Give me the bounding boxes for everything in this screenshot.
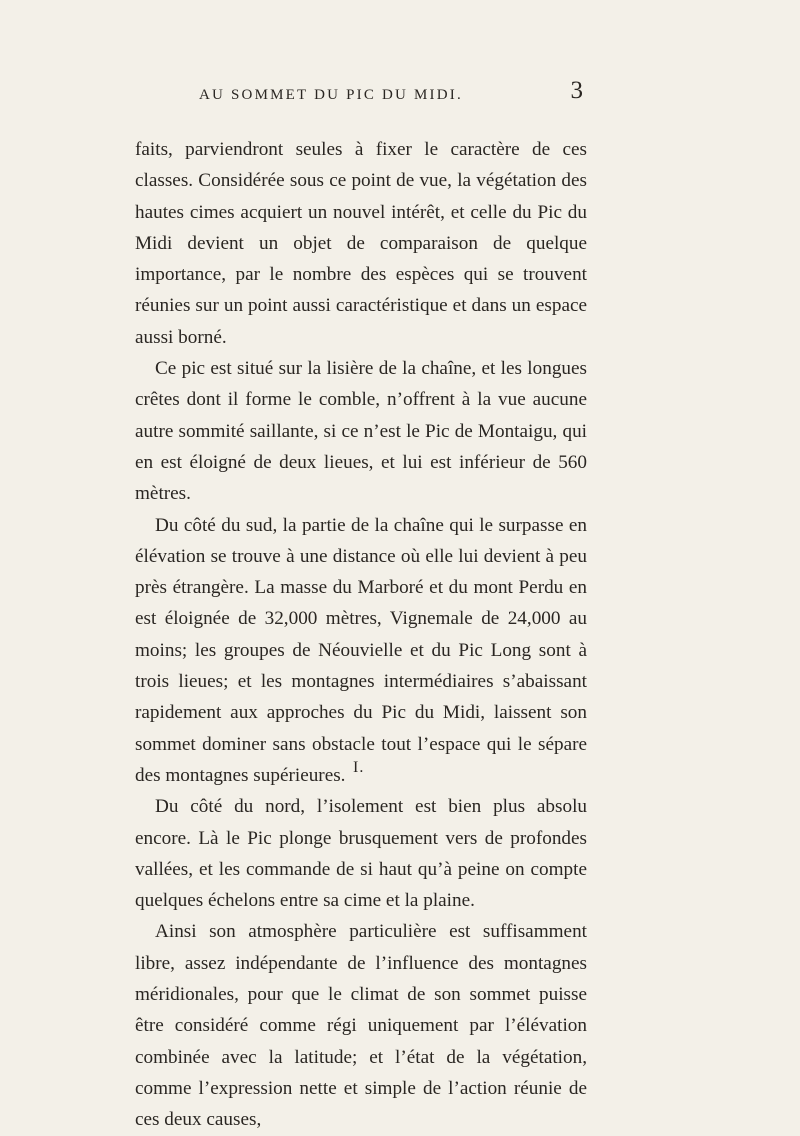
paragraph-3: Du côté du sud, la partie de la chaîne qui le surpasse en élévation se trouve à une distance où elle lui devient à peu près étrangère. La masse du Marboré et du mont Perdu en est éloignée de 32,000 mètres, Vignemale de 24,000 au moins; les groupes de Néouvielle et du Pic Long sont à trois lieues; et les montagnes intermédiaires s’abaissant rapidement aux approches du Pic du Midi, laissent son sommet dominer sans obstacle tout l’espace qui le sépare des montagnes supérieures. <box>135 514 587 786</box>
signature-mark: I. <box>353 759 365 776</box>
paragraph-2: Ce pic est situé sur la lisière de la chaîne, et les longues crêtes dont il forme le comble, n’offrent à la vue aucune autre sommité saillante, si ce n’est le Pic de Montaigu, qui en est éloigné de deux lieues, et lui est inférieur de 560 mètres. <box>135 358 587 505</box>
paragraph-5: Ainsi son atmosphère particulière est suffisamment libre, assez indépendante de l’influence des montagnes méridionales, pour que le climat de son sommet puisse être considéré comme régi uniquement par l’élévation combinée avec la latitude; et l’état de la végétation, comme l’expression nette et simple de l’action réunie de ces deux causes, <box>135 921 587 1131</box>
paragraph-4: Du côté du nord, l’isolement est bien plus absolu encore. Là le Pic plonge brusquement vers de profondes vallées, et les commande de si haut qu’à peine on compte quelques échelons entre sa cime et la plaine. <box>135 796 587 912</box>
body-text <box>135 134 587 1136</box>
page-number: 3 <box>570 77 583 104</box>
paragraph-1: faits, parviendront seules à fixer le caractère de ces classes. Considérée sous ce point de vue, la végétation des hautes cimes acquiert un nouvel intérêt, et celle du Pic du Midi devient un objet de comparaison de quelque importance, par le nombre des espèces qui se trouvent réunies sur un point aussi caractéristique et dans un espace aussi borné. <box>135 139 587 348</box>
running-title: AU SOMMET DU PIC DU MIDI. <box>199 87 463 103</box>
